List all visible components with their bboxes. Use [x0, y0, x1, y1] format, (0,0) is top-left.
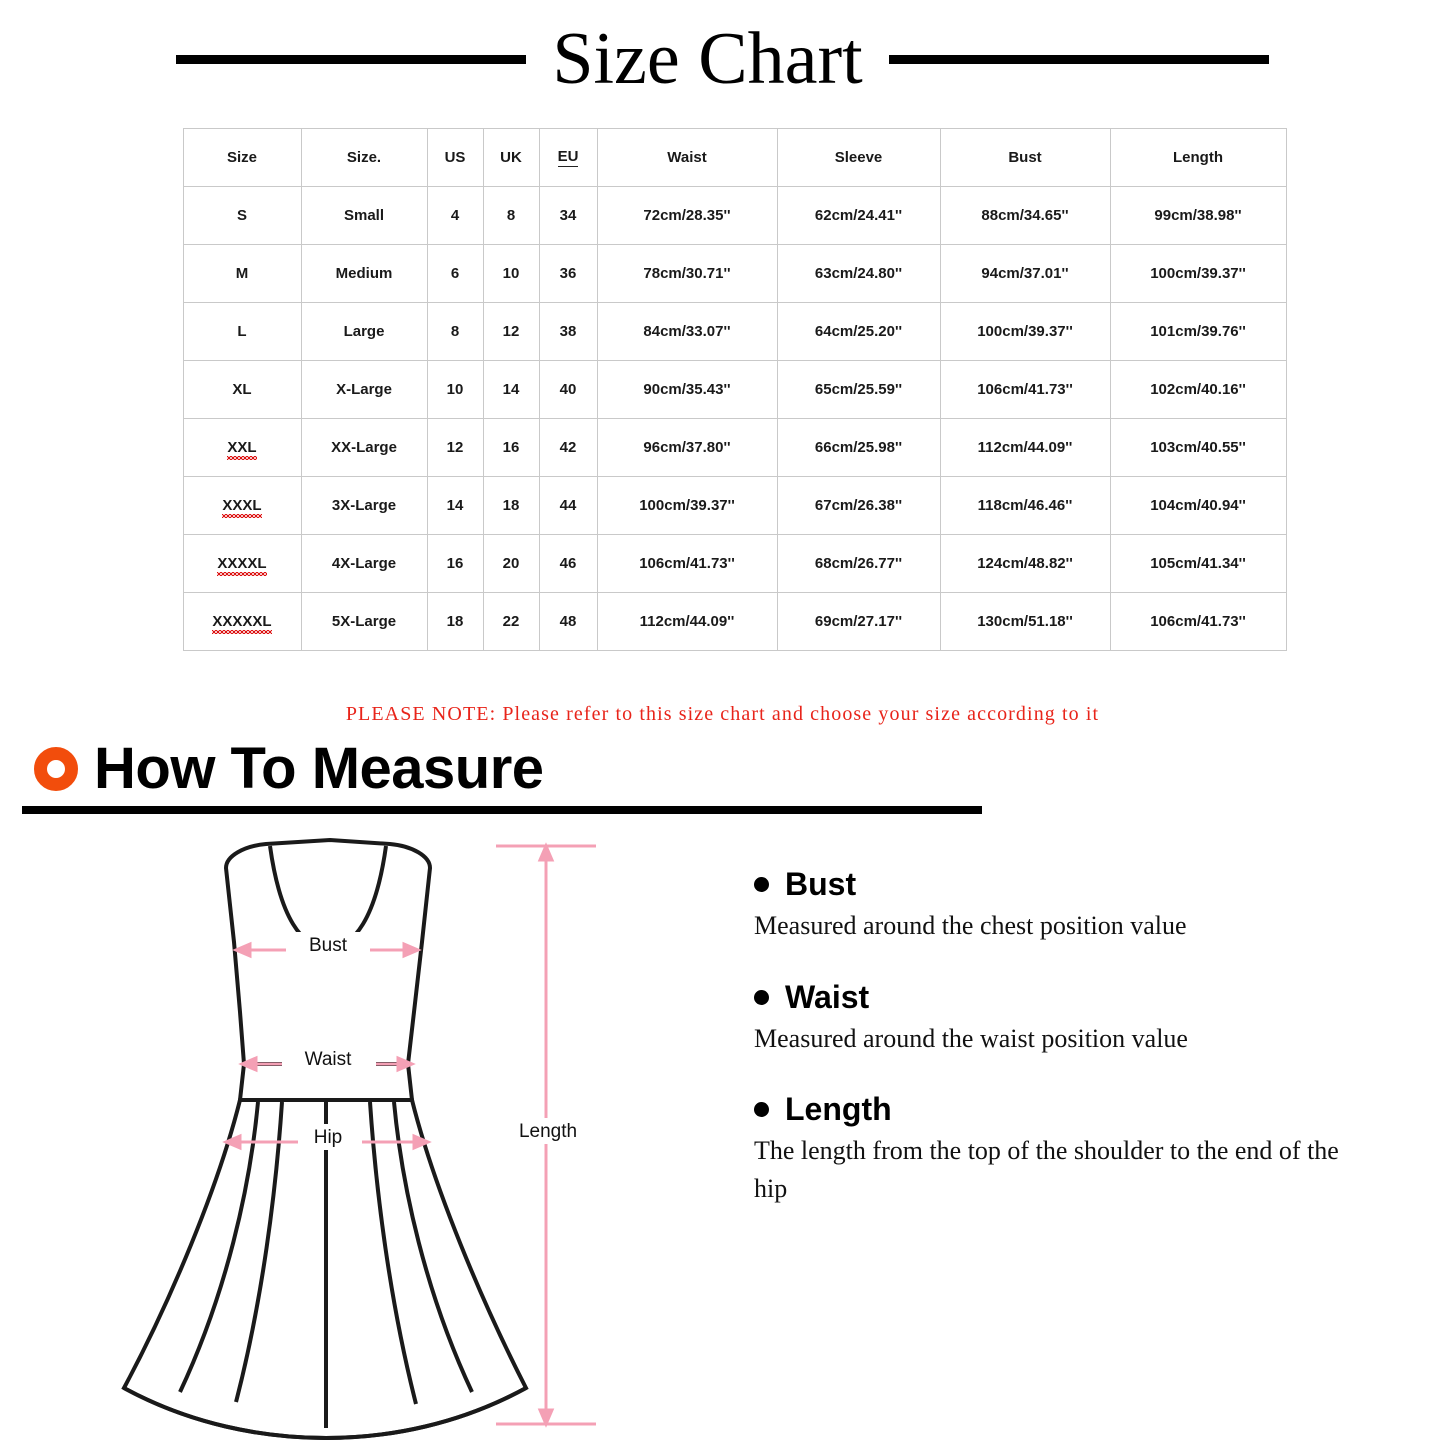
- bullet-icon: [754, 1102, 769, 1117]
- table-row: [183, 535, 1286, 593]
- please-note-text: PLEASE NOTE: Please refer to this size chart and choose your size according to it: [345, 703, 1100, 725]
- cell-size: [183, 593, 301, 651]
- cell-size-name: 3X-Large: [301, 477, 427, 535]
- cell-size: [183, 477, 301, 535]
- column-header-bust: Bust: [940, 129, 1110, 187]
- dress-diagram: [30, 832, 670, 1452]
- cell-eu: 34: [539, 187, 597, 245]
- table-row: [183, 361, 1286, 419]
- cell-us: 12: [427, 419, 483, 477]
- circle-icon: [34, 747, 78, 791]
- cell-sleeve: 65cm/25.59'': [777, 361, 940, 419]
- cell-length: 102cm/40.16'': [1110, 361, 1286, 419]
- cell-uk: 10: [483, 245, 539, 303]
- cell-eu: 44: [539, 477, 597, 535]
- table-row: [183, 245, 1286, 303]
- cell-uk: 8: [483, 187, 539, 245]
- cell-us: 14: [427, 477, 483, 535]
- definition-waist: [754, 979, 1405, 1058]
- cell-uk: 16: [483, 419, 539, 477]
- cell-size-label: XXXXL: [217, 555, 267, 572]
- dress-diagram-svg: [30, 832, 670, 1452]
- column-header-size: Size: [183, 129, 301, 187]
- definition-body: Measured around the waist position value: [754, 1023, 1188, 1053]
- cell-size-name: XX-Large: [301, 419, 427, 477]
- column-header-us: US: [427, 129, 483, 187]
- cell-size-name: 4X-Large: [301, 535, 427, 593]
- column-header-sleeve: Sleeve: [777, 129, 940, 187]
- cell-length: 105cm/41.34'': [1110, 535, 1286, 593]
- cell-size-name: Large: [301, 303, 427, 361]
- cell-us: 4: [427, 187, 483, 245]
- size-chart-table-wrap: [183, 128, 1263, 651]
- how-to-measure-rule: [22, 806, 982, 814]
- cell-waist: 72cm/28.35'': [597, 187, 777, 245]
- bullet-icon: [754, 990, 769, 1005]
- cell-bust: 124cm/48.82'': [940, 535, 1110, 593]
- cell-waist: 78cm/30.71'': [597, 245, 777, 303]
- diagram-label-bust: Bust: [308, 935, 348, 956]
- cell-length: 103cm/40.55'': [1110, 419, 1286, 477]
- cell-bust: 106cm/41.73'': [940, 361, 1110, 419]
- cell-eu: 42: [539, 419, 597, 477]
- cell-bust: 112cm/44.09'': [940, 419, 1110, 477]
- cell-size: [183, 419, 301, 477]
- measure-definitions: [670, 832, 1445, 1452]
- title-rule-right: [889, 55, 1269, 64]
- cell-sleeve: 66cm/25.98'': [777, 419, 940, 477]
- cell-size: [183, 535, 301, 593]
- table-row: [183, 187, 1286, 245]
- cell-sleeve: 63cm/24.80'': [777, 245, 940, 303]
- cell-sleeve: 67cm/26.38'': [777, 477, 940, 535]
- cell-size-label: XXXXXL: [212, 613, 272, 630]
- cell-length: 100cm/39.37'': [1110, 245, 1286, 303]
- column-header-waist: Waist: [597, 129, 777, 187]
- definition-body: Measured around the chest position value: [754, 911, 1187, 940]
- column-header-uk: UK: [483, 129, 539, 187]
- column-header-eu: [539, 129, 597, 187]
- cell-us: 16: [427, 535, 483, 593]
- cell-size-label: XXXL: [222, 497, 262, 514]
- definition-title: Waist: [785, 978, 870, 1015]
- cell-length: 106cm/41.73'': [1110, 593, 1286, 651]
- cell-uk: 18: [483, 477, 539, 535]
- cell-length: 101cm/39.76'': [1110, 303, 1286, 361]
- cell-waist: 84cm/33.07'': [597, 303, 777, 361]
- cell-sleeve: 62cm/24.41'': [777, 187, 940, 245]
- cell-size-name: Small: [301, 187, 427, 245]
- cell-bust: 88cm/34.65'': [940, 187, 1110, 245]
- definition-title: Bust: [785, 866, 857, 902]
- cell-eu: 40: [539, 361, 597, 419]
- cell-uk: 22: [483, 593, 539, 651]
- cell-us: 6: [427, 245, 483, 303]
- table-row: [183, 477, 1286, 535]
- how-to-measure-heading: [34, 736, 1445, 801]
- how-to-measure-content: [0, 832, 1445, 1452]
- diagram-label-waist: Waist: [304, 1049, 352, 1070]
- cell-waist: 96cm/37.80'': [597, 419, 777, 477]
- table-row: [183, 303, 1286, 361]
- cell-sleeve: 64cm/25.20'': [777, 303, 940, 361]
- cell-waist: 112cm/44.09'': [597, 593, 777, 651]
- cell-eu: 36: [539, 245, 597, 303]
- page-title: Size Chart: [552, 18, 863, 100]
- cell-size-label: XXL: [227, 439, 257, 456]
- cell-uk: 12: [483, 303, 539, 361]
- cell-eu: 46: [539, 535, 597, 593]
- size-chart-table: [183, 128, 1287, 651]
- cell-waist: 100cm/39.37'': [597, 477, 777, 535]
- diagram-label-length: Length: [518, 1121, 578, 1142]
- table-row: [183, 419, 1286, 477]
- cell-bust: 100cm/39.37'': [940, 303, 1110, 361]
- cell-size: S: [183, 187, 301, 245]
- definition-bust: [754, 866, 1405, 945]
- definition-title: Length: [785, 1091, 892, 1128]
- diagram-label-hip: Hip: [313, 1127, 343, 1148]
- table-header-row: [183, 129, 1286, 187]
- cell-us: 10: [427, 361, 483, 419]
- cell-size: L: [183, 303, 301, 361]
- definition-body: The length from the top of the shoulder to the end of the hip: [754, 1136, 1339, 1204]
- cell-waist: 106cm/41.73'': [597, 535, 777, 593]
- cell-length: 104cm/40.94'': [1110, 477, 1286, 535]
- cell-size-name: 5X-Large: [301, 593, 427, 651]
- bullet-icon: [754, 877, 769, 892]
- column-header-size-name: Size.: [301, 129, 427, 187]
- how-to-measure-title: How To Measure: [94, 736, 544, 801]
- cell-sleeve: 68cm/26.77'': [777, 535, 940, 593]
- cell-size: M: [183, 245, 301, 303]
- cell-uk: 14: [483, 361, 539, 419]
- column-header-length: Length: [1110, 129, 1286, 187]
- cell-bust: 130cm/51.18'': [940, 593, 1110, 651]
- cell-waist: 90cm/35.43'': [597, 361, 777, 419]
- title-rule-left: [176, 55, 526, 64]
- cell-eu: 48: [539, 593, 597, 651]
- cell-length: 99cm/38.98'': [1110, 187, 1286, 245]
- cell-bust: 118cm/46.46'': [940, 477, 1110, 535]
- cell-us: 18: [427, 593, 483, 651]
- cell-uk: 20: [483, 535, 539, 593]
- cell-bust: 94cm/37.01'': [940, 245, 1110, 303]
- cell-size-name: X-Large: [301, 361, 427, 419]
- cell-size-name: Medium: [301, 245, 427, 303]
- cell-eu: 38: [539, 303, 597, 361]
- cell-size: XL: [183, 361, 301, 419]
- column-header-eu-label: EU: [557, 148, 579, 165]
- page-title-row: [0, 0, 1445, 104]
- cell-us: 8: [427, 303, 483, 361]
- table-row: [183, 593, 1286, 651]
- cell-sleeve: 69cm/27.17'': [777, 593, 940, 651]
- definition-length: [754, 1091, 1405, 1207]
